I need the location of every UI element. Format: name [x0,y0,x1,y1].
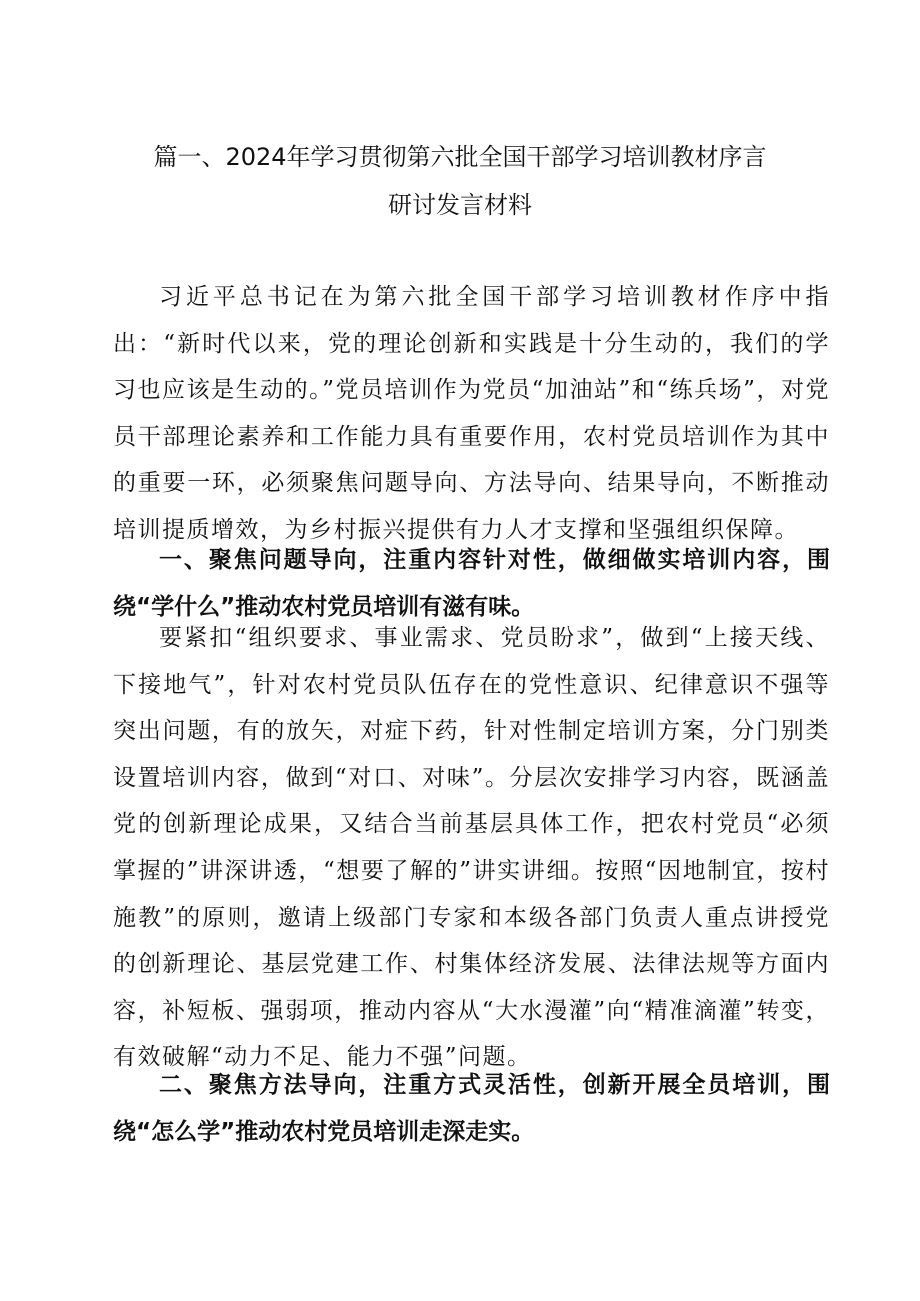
section-heading-2: 二、聚焦方法导向，注重方式灵活性，创新开展全员培训，围绕“怎么学”推动农村党员培训走深走实。 [113,1072,830,1145]
intro-paragraph: 习近平总书记在为第六批全国干部学习培训教材作序中指出：“新时代以来，党的理论创新和实践是十分生动的，我们的学习也应该是生动的。”党员培训作为党员“加油站”和“练兵场”，对党员干部理论素养和工作能力具有重要作用，农村党员培训作为其中的重要一环，必须聚焦问题导向、方法导向、结果导向，不断推动培训提质增效，为乡村振兴提供有力人才支撑和坚强组织保障。 [113,284,830,543]
document-title-line2: 研讨发言材料 [388,191,532,219]
document-title-line1: 篇一、2024年学习贯彻第六批全国干部学习培训教材序言 [153,143,767,171]
section-heading-1: 一、聚焦问题导向，注重内容针对性，做细做实培训内容，围绕“学什么”推动农村党员培训有滋有味。 [113,547,830,620]
section-1-paragraph: 要紧扣“组织要求、事业需求、党员盼求”，做到“上接天线、下接地气”，针对农村党员队伍存在的党性意识、纪律意识不强等突出问题，有的放矢，对症下药，针对性制定培训方案，分门别类设置培训内容，做到“对口、对味”。分层次安排学习内容，既涵盖党的创新理论成果，又结合当前基层具体工作，把农村党员“必须掌握的”讲深讲透，“想要了解的”讲实讲细。按照“因地制宜，按村施教”的原则，邀请上级部门专家和本级各部门负责人重点讲授党的创新理论、基层党建工作、村集体经济发展、法律法规等方面内容，补短板、强弱项，推动内容从“大水漫灌”向“精准滴灌”转变，有效破解“动力不足、能力不强”问题。 [113,625,830,1071]
